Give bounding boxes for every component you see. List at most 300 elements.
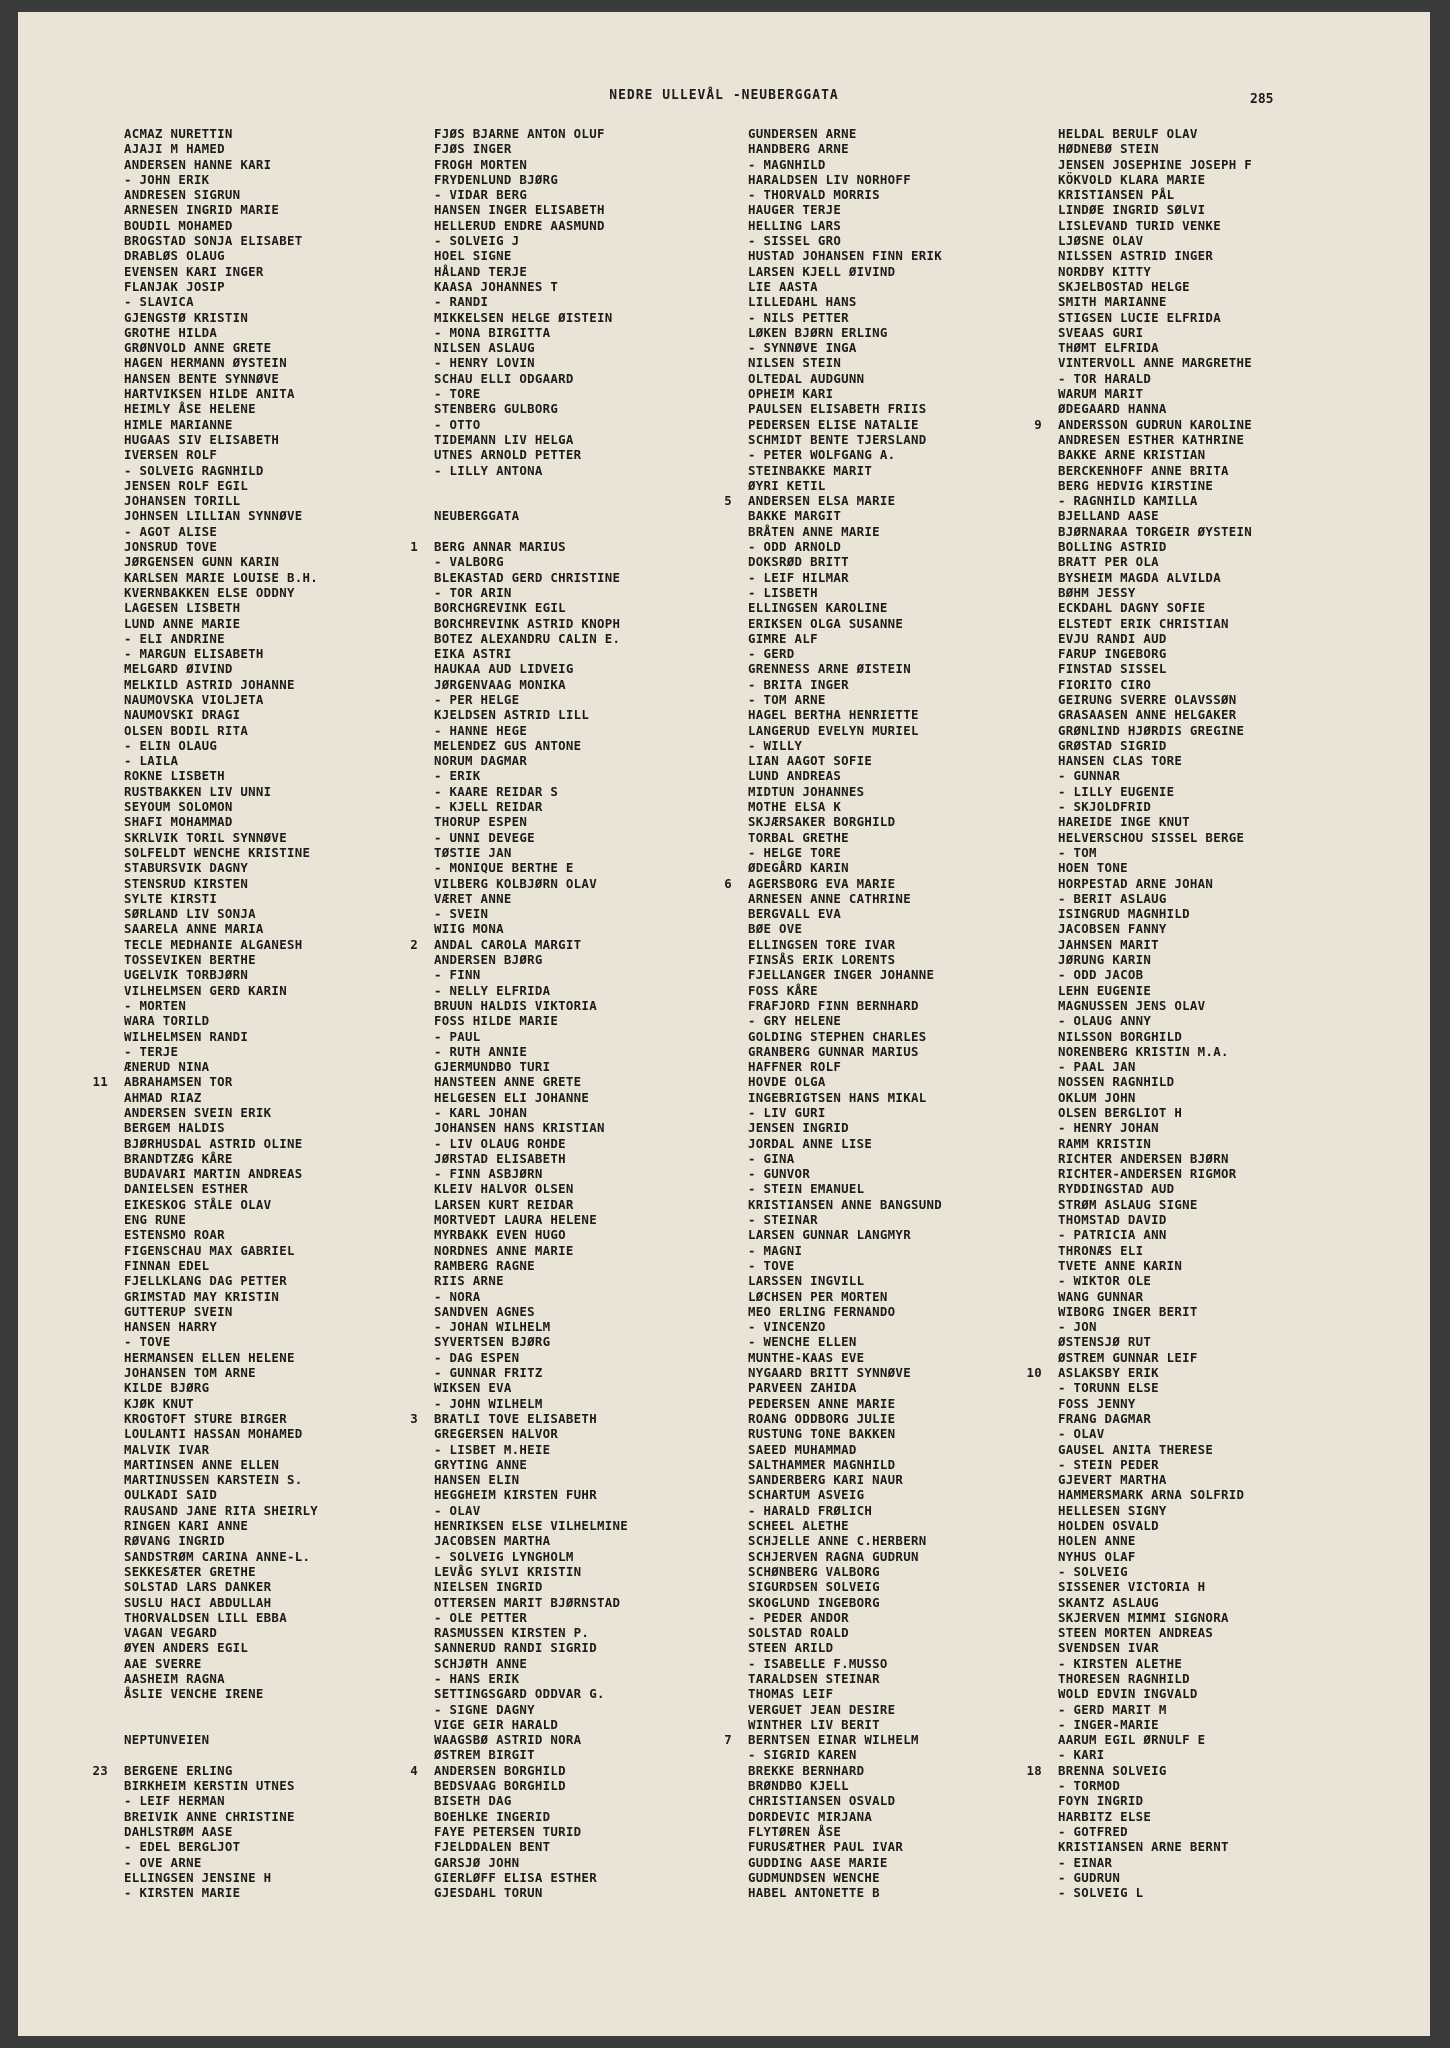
resident-name: ISINGRUD MAGNHILD	[1058, 906, 1190, 922]
resident-name: - SVEIN	[434, 906, 489, 922]
list-item	[434, 1136, 628, 1151]
list-item	[434, 814, 628, 829]
list-item	[1058, 1824, 1252, 1839]
column-1	[92, 126, 318, 1901]
list-item	[748, 646, 942, 661]
resident-name: LILLEDAHL HANS	[748, 294, 857, 310]
list-item	[748, 1518, 942, 1533]
resident-name: - SOLVEIG J	[434, 233, 520, 249]
list-item	[748, 1181, 942, 1196]
resident-name: EVJU RANDI AUD	[1058, 630, 1167, 646]
resident-name: LANGERUD EVELYN MURIEL	[748, 722, 919, 738]
resident-name: ELLINGSEN KAROLINE	[748, 600, 888, 616]
resident-name: HANSEN CLAS TORE	[1058, 753, 1183, 769]
list-item	[124, 157, 318, 172]
list-item	[124, 1090, 318, 1105]
resident-name: MORTVEDT LAURA HELENE	[434, 1212, 597, 1228]
list-item	[1058, 646, 1252, 661]
resident-name: NILSSON BORGHILD	[1058, 1028, 1183, 1044]
list-item	[1034, 416, 1252, 432]
resident-name: MIKKELSEN HELGE ØISTEIN	[434, 309, 613, 325]
resident-name: WIIG MONA	[434, 921, 504, 937]
list-item	[434, 1396, 628, 1411]
list-item	[434, 799, 628, 814]
resident-name: HOVDE OLGA	[748, 1074, 826, 1090]
resident-name: - LAILA	[124, 753, 179, 769]
list-item	[124, 937, 318, 952]
list-item	[1058, 1013, 1252, 1028]
resident-name: THØMT ELFRIDA	[1058, 340, 1159, 356]
list-item	[1058, 799, 1252, 814]
list-item	[1058, 1870, 1252, 1885]
resident-name: WAAGSBØ ASTRID NORA	[434, 1732, 582, 1748]
list-item	[1058, 1197, 1252, 1212]
list-item	[1058, 141, 1252, 156]
list-item	[1058, 294, 1252, 309]
list-item	[434, 340, 628, 355]
list-item	[1058, 1595, 1252, 1610]
list-item	[124, 860, 318, 875]
list-item	[434, 1702, 628, 1717]
resident-name: PARVEEN ZAHIDA	[748, 1380, 857, 1396]
list-item	[434, 891, 628, 906]
list-item	[1058, 1533, 1252, 1548]
resident-name: ELLINGSEN TORE IVAR	[748, 936, 896, 952]
resident-name: INGEBRIGTSEN HANS MIKAL	[748, 1089, 927, 1105]
list-item	[748, 1472, 942, 1487]
resident-name: FIORITO CIRO	[1058, 676, 1152, 692]
resident-name: - STEIN PEDER	[1058, 1456, 1159, 1472]
resident-name: BRENNA SOLVEIG	[1058, 1762, 1167, 1778]
resident-name: GARSJØ JOHN	[434, 1854, 520, 1870]
list-item	[434, 1059, 628, 1074]
resident-name: FARUP INGEBORG	[1058, 646, 1167, 662]
list-item	[124, 1533, 318, 1548]
list-item	[748, 1029, 942, 1044]
list-item	[748, 1334, 942, 1349]
resident-name: ØDEGAARD HANNA	[1058, 401, 1167, 417]
resident-name: WARA TORILD	[124, 1013, 210, 1029]
resident-name: BORCHGREVINK EGIL	[434, 600, 566, 616]
resident-name: BIRKHEIM KERSTIN UTNES	[124, 1778, 295, 1794]
resident-name: SVENDSEN IVAR	[1058, 1640, 1159, 1656]
list-item	[748, 799, 942, 814]
list-item	[1058, 1181, 1252, 1196]
resident-name: NAUMOVSKI DRAGI	[124, 707, 241, 723]
resident-name: JOHANSEN TORILL	[124, 493, 241, 509]
list-item	[1058, 233, 1252, 248]
list-item	[1058, 1426, 1252, 1441]
resident-name: JOHNSEN LILLIAN SYNNØVE	[124, 508, 303, 524]
resident-name: SYLTE KIRSTI	[124, 890, 218, 906]
list-item	[434, 1212, 628, 1227]
resident-name: OLSEN BERGLIOT H	[1058, 1105, 1183, 1120]
list-item	[1058, 1396, 1252, 1411]
resident-name: NILSEN STEIN	[748, 355, 842, 371]
resident-name: - GUNNAR FRITZ	[434, 1365, 543, 1381]
list-item	[124, 1212, 318, 1227]
list-item	[1058, 1090, 1252, 1105]
resident-name: JØRGENSEN GUNN KARIN	[124, 554, 280, 570]
list-item	[434, 447, 628, 462]
resident-name: TIDEMANN LIV HELGA	[434, 431, 574, 447]
resident-name: RINGEN KARI ANNE	[124, 1518, 249, 1534]
resident-name: SKANTZ ASLAUG	[1058, 1594, 1159, 1610]
resident-name: BRÅTEN ANNE MARIE	[748, 523, 880, 539]
list-item	[124, 432, 318, 447]
resident-name: - STEIN EMANUEL	[748, 1181, 865, 1197]
resident-name: SOLSTAD LARS DANKER	[124, 1579, 272, 1595]
list-item	[1058, 1411, 1252, 1426]
resident-name: RØVANG INGRID	[124, 1533, 225, 1549]
list-item	[748, 1273, 942, 1288]
list-item	[748, 554, 942, 569]
resident-name: AHMAD RIAZ	[124, 1089, 202, 1105]
list-item	[410, 1410, 628, 1426]
resident-name: BRUUN HALDIS VIKTORIA	[434, 997, 597, 1013]
list-item	[434, 600, 628, 615]
resident-name: THOMAS LEIF	[748, 1686, 834, 1702]
resident-name: NYHUS OLAF	[1058, 1548, 1136, 1564]
list-item	[434, 126, 628, 141]
resident-name: HELLING LARS	[748, 217, 842, 233]
list-item	[1058, 784, 1252, 799]
column-4	[1026, 126, 1252, 1901]
list-item	[124, 1258, 318, 1273]
list-item	[124, 1487, 318, 1502]
list-item	[124, 478, 318, 493]
resident-name: ANDERSSON GUDRUN KAROLINE	[1058, 416, 1252, 432]
resident-name: - SKJOLDFRID	[1058, 799, 1152, 815]
resident-name: - INGER-MARIE	[1058, 1716, 1159, 1732]
list-item	[124, 1457, 318, 1472]
list-item	[1058, 1717, 1252, 1732]
list-item	[748, 508, 942, 523]
resident-name: - BERIT ASLAUG	[1058, 890, 1167, 906]
list-item	[748, 187, 942, 202]
resident-name: ØSTREM BIRGIT	[434, 1747, 535, 1763]
resident-name: SKOGLUND INGEBORG	[748, 1594, 880, 1610]
resident-name: WIKSEN EVA	[434, 1380, 512, 1396]
list-item	[434, 1732, 628, 1747]
list-item	[434, 677, 628, 692]
resident-name: - PEDER ANDOR	[748, 1609, 849, 1625]
list-item	[124, 1595, 318, 1610]
resident-name: TØSTIE JAN	[434, 844, 512, 860]
house-number: 4	[410, 1762, 418, 1778]
resident-name: MYRBAKK EVEN HUGO	[434, 1227, 566, 1243]
list-item	[1058, 1747, 1252, 1762]
list-item	[1058, 1885, 1252, 1900]
column-3	[724, 126, 942, 1901]
list-item	[124, 646, 318, 661]
list-item	[434, 1074, 628, 1089]
list-item	[124, 355, 318, 370]
resident-name: - VIDAR BERG	[434, 187, 528, 203]
resident-name: - KARL JOHAN	[434, 1105, 528, 1120]
resident-name: HANDBERG ARNE	[748, 141, 849, 157]
list-item	[1058, 616, 1252, 631]
resident-name: GJERMUNDBO TURI	[434, 1059, 551, 1075]
list-item	[1058, 386, 1252, 401]
resident-name: HIMLE MARIANNE	[124, 416, 233, 432]
resident-name: HARBITZ ELSE	[1058, 1808, 1152, 1824]
resident-name: HEGGHEIM KIRSTEN FUHR	[434, 1487, 597, 1503]
list-item	[124, 799, 318, 814]
list-item	[1058, 1793, 1252, 1808]
resident-name: ERIKSEN OLGA SUSANNE	[748, 615, 904, 631]
resident-name: BOLLING ASTRID	[1058, 539, 1167, 555]
list-item	[434, 738, 628, 753]
list-item	[124, 1136, 318, 1151]
resident-name: - GRY HELENE	[748, 1013, 842, 1029]
list-item	[124, 447, 318, 462]
resident-name: NORDNES ANNE MARIE	[434, 1242, 574, 1258]
list-item	[434, 463, 628, 478]
list-item	[1058, 1442, 1252, 1457]
resident-name: TOSSEVIKEN BERTHE	[124, 952, 256, 968]
resident-name: - SYNNØVE INGA	[748, 340, 857, 356]
list-item	[748, 141, 942, 156]
list-item	[434, 1258, 628, 1273]
list-item	[92, 1074, 318, 1090]
resident-name: - WIKTOR OLE	[1058, 1273, 1152, 1289]
resident-name: NILSEN ASLAUG	[434, 340, 535, 356]
resident-name: HARALDSEN LIV NORHOFF	[748, 171, 911, 187]
resident-name: - TORUNN ELSE	[1058, 1380, 1159, 1396]
resident-name: HÅLAND TERJE	[434, 263, 528, 279]
resident-name: FJELLKLANG DAG PETTER	[124, 1273, 287, 1289]
list-item	[748, 1579, 942, 1594]
list-item	[434, 1579, 628, 1594]
list-item	[124, 1120, 318, 1135]
list-item	[434, 1625, 628, 1640]
resident-name: BLEKASTAD GERD CHRISTINE	[434, 569, 621, 585]
list-item	[124, 1365, 318, 1380]
resident-name: - ELIN OLAUG	[124, 737, 218, 753]
resident-name: MELENDEZ GUS ANTONE	[434, 737, 582, 753]
list-item	[434, 1319, 628, 1334]
list-item	[124, 1181, 318, 1196]
resident-name: STEINBAKKE MARIT	[748, 462, 873, 478]
resident-name: SCHARTUM ASVEIG	[748, 1487, 865, 1503]
resident-name: ANDRESEN SIGRUN	[124, 187, 241, 203]
resident-name: MIDTUN JOHANNES	[748, 783, 865, 799]
list-item	[434, 998, 628, 1013]
resident-name: KILDE BJØRG	[124, 1380, 210, 1396]
list-item	[748, 310, 942, 325]
resident-name: ANDERSEN BORGHILD	[434, 1762, 566, 1778]
list-item	[124, 1640, 318, 1655]
page-number: 285	[1250, 92, 1274, 107]
list-item	[748, 1212, 942, 1227]
list-item	[1058, 937, 1252, 952]
resident-name: SANDSTRØM CARINA ANNE-L.	[124, 1548, 311, 1564]
resident-name: HUGAAS SIV ELISABETH	[124, 431, 280, 447]
list-item	[434, 1304, 628, 1319]
list-item	[748, 1258, 942, 1273]
resident-name: PAULSEN ELISABETH FRIIS	[748, 401, 927, 417]
list-item	[434, 707, 628, 722]
resident-name: HORPESTAD ARNE JOHAN	[1058, 875, 1214, 891]
list-item	[1058, 952, 1252, 967]
list-item	[1058, 661, 1252, 676]
resident-name: - KARI	[1058, 1747, 1105, 1763]
resident-name: HOLEN ANNE	[1058, 1533, 1136, 1549]
list-item	[1058, 631, 1252, 646]
list-item	[1058, 1136, 1252, 1151]
list-item	[748, 478, 942, 493]
list-item	[124, 463, 318, 478]
list-item	[434, 1824, 628, 1839]
list-item	[1058, 1166, 1252, 1181]
list-item	[1058, 279, 1252, 294]
resident-name: - LILLY EUGENIE	[1058, 783, 1175, 799]
resident-name: NORUM DAGMAR	[434, 753, 528, 769]
resident-name: SMITH MARIANNE	[1058, 294, 1167, 310]
resident-name: - ISABELLE F.MUSSO	[748, 1655, 888, 1671]
list-item	[434, 1289, 628, 1304]
resident-name: GRØNVOLD ANNE GRETE	[124, 340, 272, 356]
resident-name: - MAGNHILD	[748, 156, 826, 172]
resident-name: - OLAUG ANNY	[1058, 1013, 1152, 1029]
resident-name: HERMANSEN ELLEN HELENE	[124, 1349, 295, 1365]
resident-name: JENSEN INGRID	[748, 1120, 849, 1136]
resident-name: STEEN ARILD	[748, 1640, 834, 1656]
list-item	[124, 187, 318, 202]
resident-name: LØKEN BJØRN ERLING	[748, 324, 888, 340]
list-item	[1058, 921, 1252, 936]
resident-name: - SOLVEIG RAGNHILD	[124, 462, 264, 478]
list-item	[124, 876, 318, 891]
resident-name: GIMRE ALF	[748, 630, 818, 646]
list-item	[434, 355, 628, 370]
list-item	[748, 768, 942, 783]
resident-name: - OTTO	[434, 416, 481, 432]
resident-name: ESTENSMO ROAR	[124, 1227, 225, 1243]
list-item	[1058, 187, 1252, 202]
resident-name: ØDEGÅRD KARIN	[748, 860, 849, 876]
resident-name: BREKKE BERNHARD	[748, 1762, 865, 1778]
list-item	[124, 1870, 318, 1885]
resident-name: JOHANSEN TOM ARNE	[124, 1365, 256, 1381]
list-item	[124, 952, 318, 967]
resident-name: DANIELSEN ESTHER	[124, 1181, 249, 1197]
list-item	[1058, 1350, 1252, 1365]
resident-name: - GUDRUN	[1058, 1869, 1121, 1885]
list-item	[1058, 814, 1252, 829]
resident-name: BERNTSEN EINAR WILHELM	[748, 1732, 919, 1748]
resident-name: ANDERSEN ELSA MARIE	[748, 493, 896, 509]
list-item	[1058, 860, 1252, 875]
list-item	[124, 1824, 318, 1839]
list-item	[1058, 830, 1252, 845]
resident-name: LEVÅG SYLVI KRISTIN	[434, 1563, 582, 1579]
resident-name: - TOVE	[748, 1257, 795, 1273]
list-item	[434, 371, 628, 386]
list-item	[1058, 1625, 1252, 1640]
resident-name: HAMMERSMARK ARNA SOLFRID	[1058, 1487, 1245, 1503]
resident-name: SCHØNBERG VALBORG	[748, 1563, 880, 1579]
list-item	[434, 1426, 628, 1441]
resident-name: - LEIF HILMAR	[748, 569, 849, 585]
resident-name: HANSEN INGER ELISABETH	[434, 202, 605, 218]
list-item	[124, 1442, 318, 1457]
resident-name: SKJÆRSAKER BORGHILD	[748, 814, 896, 830]
resident-name: NEUBERGGATA	[434, 508, 520, 524]
list-item	[748, 294, 942, 309]
list-item	[748, 1702, 942, 1717]
list-item	[748, 814, 942, 829]
list-item	[748, 1824, 942, 1839]
resident-name: - KIRSTEN ALETHE	[1058, 1655, 1183, 1671]
list-item	[748, 1319, 942, 1334]
list-item	[748, 585, 942, 600]
list-item	[434, 248, 628, 263]
list-item	[1058, 1227, 1252, 1242]
list-item	[124, 1579, 318, 1594]
resident-name: GJEVERT MARTHA	[1058, 1472, 1167, 1488]
list-item	[124, 784, 318, 799]
resident-name: - LISBET M.HEIE	[434, 1441, 551, 1457]
resident-name: JØRGENVAAG MONIKA	[434, 676, 566, 692]
resident-name: - JOHN WILHELM	[434, 1395, 543, 1411]
list-item	[434, 983, 628, 998]
list-item	[124, 1732, 318, 1747]
resident-name: SCHJERVEN RAGNA GUDRUN	[748, 1548, 919, 1564]
resident-name: VERGUET JEAN DESIRE	[748, 1701, 896, 1717]
list-item	[748, 371, 942, 386]
list-item	[1058, 447, 1252, 462]
list-item	[124, 967, 318, 982]
resident-name: FINSÅS ERIK LORENTS	[748, 952, 896, 968]
list-item	[1058, 967, 1252, 982]
list-item	[724, 493, 942, 509]
resident-name: HOEN TONE	[1058, 860, 1128, 876]
list-item	[1058, 738, 1252, 753]
resident-name: BØHM JESSY	[1058, 584, 1136, 600]
resident-name: STENSRUD KIRSTEN	[124, 875, 249, 891]
list-item	[434, 1457, 628, 1472]
list-item	[124, 768, 318, 783]
list-item	[748, 1151, 942, 1166]
list-item	[1058, 692, 1252, 707]
resident-name: KARLSEN MARIE LOUISE B.H.	[124, 569, 318, 585]
list-item	[434, 294, 628, 309]
list-item	[124, 202, 318, 217]
resident-name: TORBAL GRETHE	[748, 829, 849, 845]
list-item	[124, 248, 318, 263]
resident-name: HAREIDE INGE KNUT	[1058, 814, 1190, 830]
list-item	[434, 157, 628, 172]
resident-name: RUSTUNG TONE BAKKEN	[748, 1426, 896, 1442]
list-item	[748, 1365, 942, 1380]
resident-name: HABEL ANTONETTE B	[748, 1885, 880, 1901]
list-item	[748, 738, 942, 753]
house-number: 11	[92, 1074, 108, 1090]
resident-name: AAE SVERRE	[124, 1655, 202, 1671]
list-item	[1058, 1518, 1252, 1533]
list-item	[748, 1243, 942, 1258]
list-item	[748, 570, 942, 585]
resident-name: GRENNESS ARNE ØISTEIN	[748, 661, 911, 677]
resident-name: PEDERSEN ELISE NATALIE	[748, 416, 919, 432]
resident-name: GROTHE HILDA	[124, 324, 218, 340]
resident-name: MELGARD ØIVIND	[124, 661, 233, 677]
list-item	[124, 1105, 318, 1120]
list-item	[748, 340, 942, 355]
list-item	[434, 845, 628, 860]
